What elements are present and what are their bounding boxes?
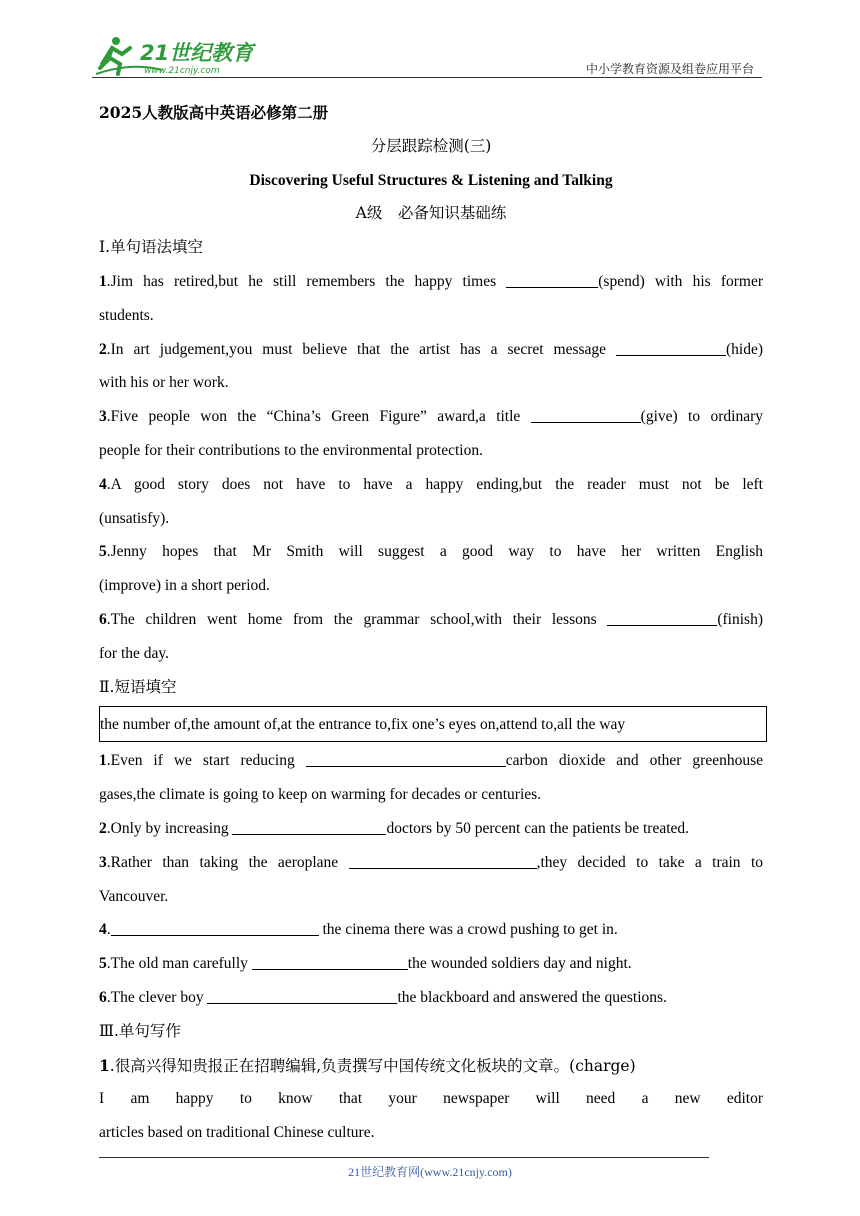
footer-divider [99, 1157, 709, 1158]
logo-text: 21世纪教育 [140, 41, 254, 65]
answer-blank[interactable] [111, 919, 319, 936]
s1-question-3: 3.Five people won the “China’s Green Figure” award,a title (give) to ordinary people for their contributions to the environmental protection. [99, 408, 763, 459]
answer-blank[interactable] [306, 750, 506, 767]
s3-question-1: 1.很高兴得知贵报正在招聘编辑,负责撰写中国传统文化板块的文章。(charge) I am happy to know that your newspaper will need a new editor articles based on traditional Chinese culture. [99, 1055, 763, 1142]
s2-question-6: 6.The clever boy the blackboard and answered the questions. [99, 988, 667, 1006]
page-header [92, 34, 762, 78]
book-title: 2025人教版高中英语必修第二册 [99, 103, 329, 122]
s2-question-1: 1.Even if we start reducing carbon dioxide and other greenhouse gases,the climate is going to keep on warming for decades or centuries. [99, 752, 763, 804]
header-divider [92, 77, 762, 78]
answer-blank[interactable] [207, 987, 397, 1004]
answer-blank[interactable] [506, 271, 598, 288]
section-3-title: Ⅲ.单句写作 [99, 1021, 181, 1040]
level-heading: A级 必备知识基础练 [355, 204, 507, 223]
brand-logo [92, 34, 262, 76]
s1-question-5: 5.Jenny hopes that Mr Smith will suggest a good way to have her written English (improve) in a short period. [99, 543, 763, 595]
s2-question-5: 5.The old man carefully the wounded soldiers day and night. [99, 955, 632, 973]
lesson-subtitle: Discovering Useful Structures & Listening and Talking [249, 171, 613, 189]
header-tagline: 中小学教育资源及组卷应用平台 [585, 62, 754, 76]
section-1-title: Ⅰ.单句语法填空 [99, 238, 204, 257]
s2-question-2: 2.Only by increasing doctors by 50 percent can the patients be treated. [99, 819, 690, 837]
answer-blank[interactable] [531, 406, 641, 423]
answer-blank[interactable] [616, 339, 726, 356]
s2-question-4: 4. the cinema there was a crowd pushing to get in. [99, 921, 618, 939]
logo-url: www.21cnjy.com [144, 66, 220, 76]
phrase-box: the number of,the amount of,at the entrance to,fix one’s eyes on,attend to,all the way [99, 706, 767, 742]
document-body [99, 96, 763, 1150]
s1-question-4: 4.A good story does not have to have a happy ending,but the reader must not be left (unsatisfy). [99, 475, 763, 527]
s1-question-1: 1.Jim has retired,but he still remembers the happy times (spend) with his former students. [99, 272, 763, 324]
section-2-title: Ⅱ.短语填空 [99, 677, 177, 696]
footer-link[interactable]: 21世纪教育网(www.21cnjy.com) [348, 1165, 512, 1179]
s2-question-3: 3.Rather than taking the aeroplane ,they decided to take a train to Vancouver. [99, 853, 764, 905]
answer-blank[interactable] [232, 818, 386, 835]
s1-question-6: 6.The children went home from the grammar school,with their lessons (finish) for the day. [99, 610, 763, 662]
answer-blank[interactable] [607, 609, 717, 626]
answer-blank[interactable] [349, 852, 537, 869]
answer-blank[interactable] [252, 953, 408, 970]
test-title: 分层跟踪检测(三) [370, 136, 492, 155]
s1-question-2: 2.In art judgement,you must believe that the artist has a secret message (hide) with his or her work. [99, 340, 763, 392]
